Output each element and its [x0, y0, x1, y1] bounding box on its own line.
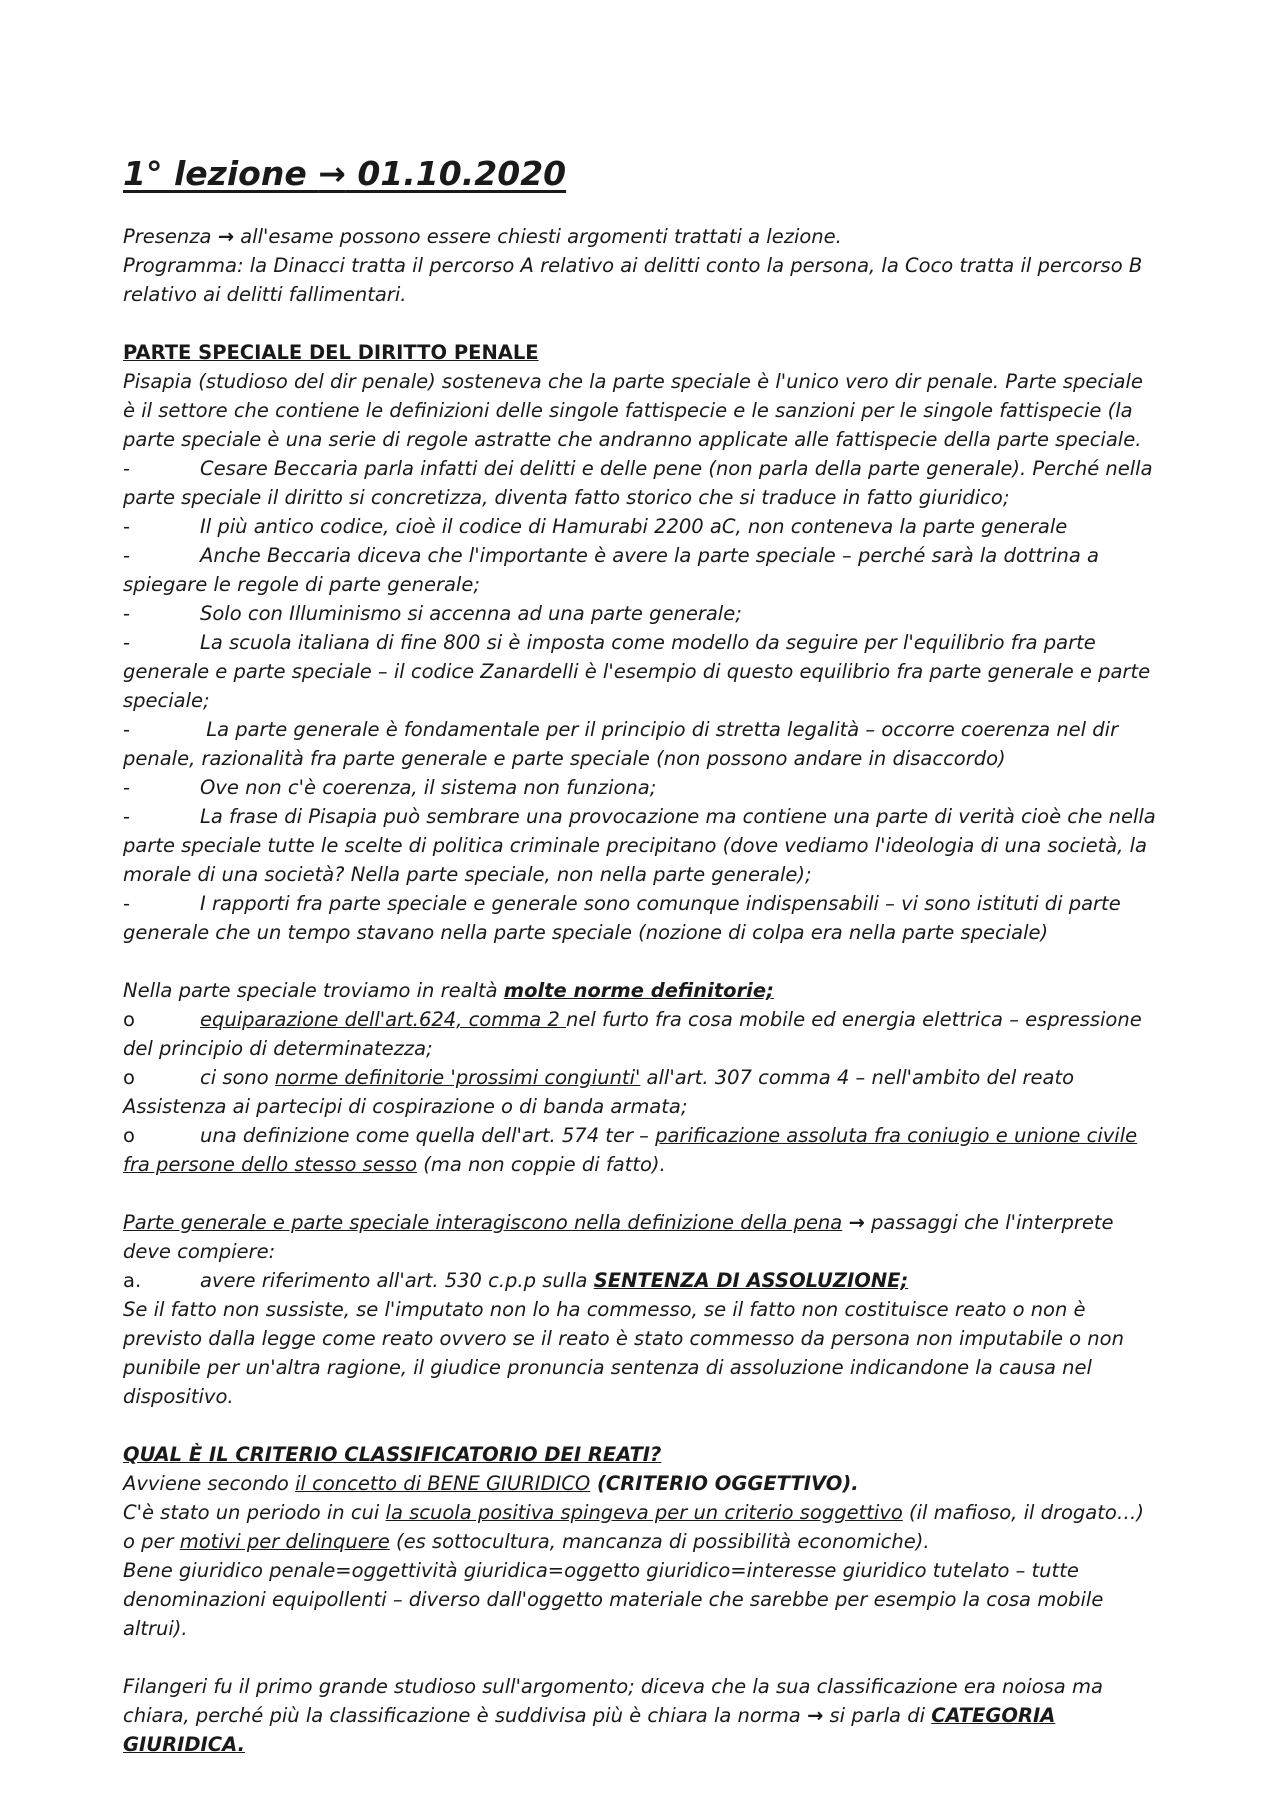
- list-item: a. avere riferimento all'art. 530 c.p.p sulla SENTENZA DI ASSOLUZIONE;: [123, 1269, 909, 1292]
- list-item: o ci sono norme definitorie 'prossimi congiunti' all'art. 307 comma 4 – nell'ambito del reato Assistenza ai partecipi di cospirazione o di banda armata;: [123, 1066, 1075, 1118]
- paragraph-interazione-pena: Parte generale e parte speciale interagiscono nella definizione della pena → passaggi che l'interprete deve compiere:: [123, 1211, 1114, 1263]
- section-heading-parte-speciale: PARTE SPECIALE DEL DIRITTO PENALE: [123, 341, 539, 364]
- paragraph-filangeri: Filangeri fu il primo grande studioso sull'argomento; diceva che la sua classificazione era noiosa ma chiara, perché più la classificazione è suddivisa più è chiara la norma → si parla di CATEGORIA GIURIDICA.: [123, 1675, 1103, 1756]
- dash-list: [123, 454, 1160, 947]
- list-item: - La parte generale è fondamentale per il principio di stretta legalità – occorre coerenza nel dir penale, razionalità fra parte generale e parte speciale (non possono andare in disaccordo): [123, 718, 1119, 770]
- list-item: - La scuola italiana di fine 800 si è imposta come modello da seguire per l'equilibrio fra parte generale e parte speciale – il codice Zanardelli è l'esempio di questo equilibrio fra parte generale e parte speciale;: [123, 631, 1151, 712]
- arrow-icon: →: [318, 154, 346, 193]
- list-item: o una definizione come quella dell'art. 574 ter – parificazione assoluta fra coniugio e unione civile fra persone dello stesso sesso (ma non coppie di fatto).: [123, 1124, 1138, 1176]
- list-item: o equiparazione dell'art.624, comma 2 nel furto fra cosa mobile ed energia elettrica – espressione del principio di determinatezza;: [123, 1008, 1142, 1060]
- arrow-icon: →: [217, 225, 235, 248]
- circle-list: [123, 1005, 1160, 1179]
- list-item: - Cesare Beccaria parla infatti dei delitti e delle pene (non parla della parte generale). Perché nella parte speciale il diritto si concretizza, diventa fatto storico che si traduce in fatto giuridico;: [123, 457, 1153, 509]
- lesson-title: 1° lezione → 01.10.2020: [123, 154, 567, 193]
- list-item: - Il più antico codice, cioè il codice di Hamurabi 2200 aC, non conteneva la parte generale: [123, 515, 1068, 538]
- intro-programma: Programma: la Dinacci tratta il percorso A relativo ai delitti conto la persona, la Coco tratta il percorso B relativo ai delitti fallimentari.: [123, 254, 1143, 306]
- list-item: - I rapporti fra parte speciale e generale sono comunque indispensabili – vi sono istituti di parte generale che un tempo stavano nella parte speciale (nozione di colpa era nella parte speciale): [123, 892, 1121, 944]
- paragraph-art-530: Se il fatto non sussiste, se l'imputato non lo ha commesso, se il fatto non costituisce reato o non è previsto dalla legge come reato ovvero se il reato è stato commesso da persona non imputabile o non punibile per un'altra ragione, il giudice pronuncia sentenza di assoluzione indicandone la causa nel dispositivo.: [123, 1298, 1124, 1408]
- paragraph-norme-definitorie: Nella parte speciale troviamo in realtà molte norme definitorie;: [123, 979, 774, 1002]
- list-item: - Anche Beccaria diceva che l'importante è avere la parte speciale – perché sarà la dottrina a spiegare le regole di parte generale;: [123, 544, 1099, 596]
- paragraph-scuola-positiva: C'è stato un periodo in cui la scuola positiva spingeva per un criterio soggettivo (il mafioso, il drogato…) o per motivi per delinquere (es sottocultura, mancanza di possibilità economiche).: [123, 1501, 1144, 1553]
- paragraph-equipollenti: Bene giuridico penale=oggettività giuridica=oggetto giuridico=interesse giuridico tutelato – tutte denominazioni equipollenti – diverso dall'oggetto materiale che sarebbe per esempio la cosa mobile altrui).: [123, 1559, 1104, 1640]
- arrow-icon: →: [806, 1704, 824, 1727]
- paragraph-bene-giuridico: Avviene secondo il concetto di BENE GIURIDICO (CRITERIO OGGETTIVO).: [123, 1472, 859, 1495]
- paragraph-pisapia: Pisapia (studioso del dir penale) sosteneva che la parte speciale è l'unico vero dir penale. Parte speciale è il settore che contiene le definizioni delle singole fattispecie e le sanzioni per le singole fattispecie (la parte speciale è una serie di regole astratte che andranno applicate alle fattispecie della parte speciale.: [123, 370, 1143, 451]
- arrow-icon: →: [848, 1211, 865, 1234]
- list-item: - Solo con Illuminismo si accenna ad una parte generale;: [123, 602, 742, 625]
- list-item: - La frase di Pisapia può sembrare una provocazione ma contiene una parte di verità cioè che nella parte speciale tutte le scelte di politica criminale precipitano (dove vediamo l'ideologia di una società, la morale di una società? Nella parte speciale, non nella parte generale);: [123, 805, 1156, 886]
- intro-presenza: Presenza → all'esame possono essere chiesti argomenti trattati a lezione.: [123, 225, 842, 248]
- list-item: - Ove non c'è coerenza, il sistema non funziona;: [123, 776, 657, 799]
- section-heading-criterio: QUAL È IL CRITERIO CLASSIFICATORIO DEI REATI?: [123, 1443, 662, 1466]
